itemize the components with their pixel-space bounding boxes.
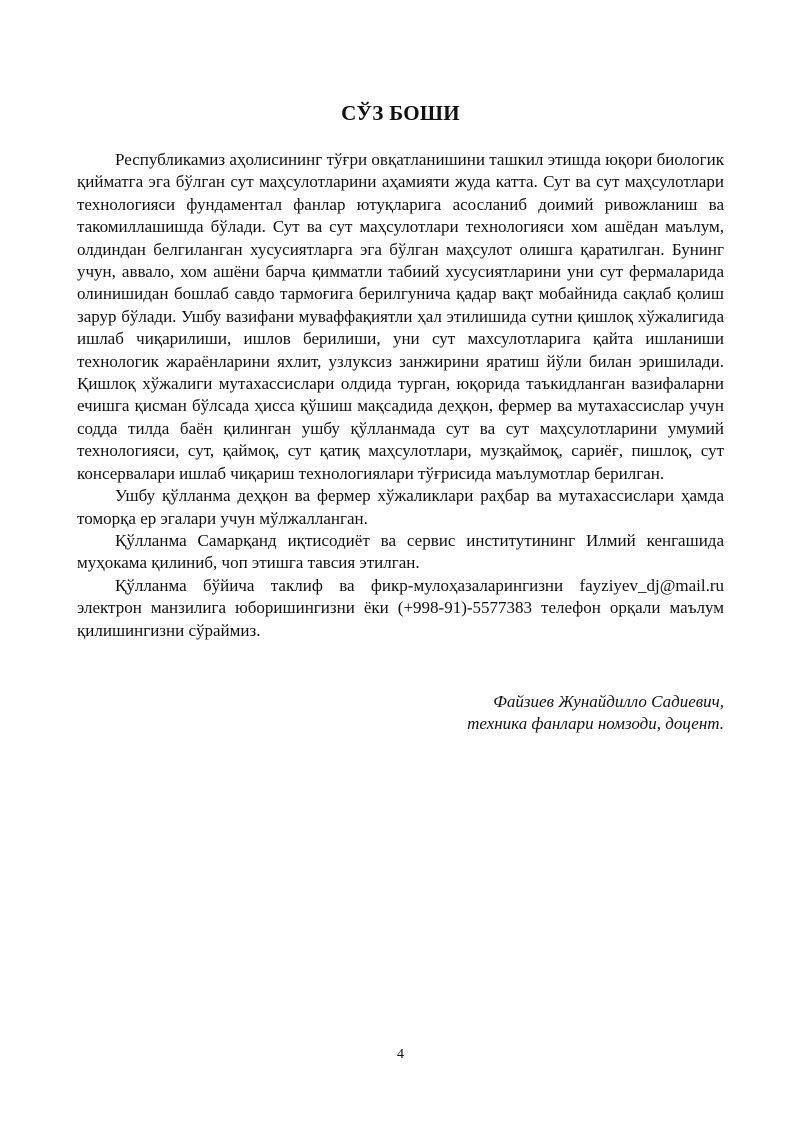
paragraph-intro: Республикамиз аҳолисининг тўғри овқатланишини ташкил этишда юқори биологик қийматга эга бўлган сут маҳсулотларини аҳамияти жуда катта. Сут ва сут маҳсулотлари технологияси фундаментал фанлар ютуқларига асосланиб доимий ривожланиш ва такомиллашишда бўлади. Сут ва сут маҳсулотлари технологияси хом ашёдан маълум, олдиндан белгиланган хусусиятларга эга бўлган маҳсулот олишга қаратилган. Бунинг учун, аввало, хом ашёни барча қимматли табиий хусусиятларини уни сут фермаларида олинишидан бошлаб савдо тармоғига берилгунича қадар вақт мобайнида сақлаб қолиш зарур бўлади. Ушбу вазифани муваффақиятли ҳал этилишида сутни қишлоқ хўжалигида ишлаб чиқарилиши, ишлов берилиши, уни сут махсулотларига қайта ишланиши технологик жараёнларини яхлит, узлуксиз занжирини яратиш йўли билан эришилади. Қишлоқ хўжалиги мутахассислари олдида турган, юқорида таъкидланган вазифаларни ечишга қисман бўлсада ҳисса қўшиш мақсадида деҳқон, фермер ва мутахассислар учун содда тилда баён қилинган ушбу қўлланмада сут ва сут маҳсулотларини умумий технологияси, сут, қаймоқ, сут қатиқ маҳсулотлари, музқаймоқ, сариёғ, пишлоқ, сут консервалари ишлаб чиқариш технологиялари тўғрисида маълумотлар берилган. bbox=[77, 150, 724, 483]
page-number: 4 bbox=[397, 1047, 404, 1062]
preface-body bbox=[77, 149, 724, 642]
paragraph-contact: Қўлланма бўйича таклиф ва фикр-мулоҳазаларингизни fayziyev_dj@mail.ru электрон манзилига юборишингизни ёки (+998-91)-5577383 телефон орқали маълум қилишингизни сўраймиз. bbox=[77, 575, 724, 640]
paragraph-audience: Ушбу қўлланма деҳқон ва фермер хўжаликлари раҳбар ва мутахассислари ҳамда томорқа ер эгалари учун мўлжалланган. bbox=[77, 486, 724, 528]
author-signature bbox=[467, 691, 724, 736]
page-title: СЎЗ БОШИ bbox=[341, 101, 460, 125]
author-title: техника фанлари номзоди, доцент. bbox=[467, 714, 724, 734]
author-name: Файзиев Жунайдилло Садиевич, bbox=[493, 692, 724, 711]
paragraph-approval: Қўлланма Самарқанд иқтисодиёт ва сервис институтининг Илмий кенгашида муҳокама қилиниб, чоп этишга тавсия этилган. bbox=[77, 530, 724, 573]
document-page bbox=[77, 0, 724, 1131]
